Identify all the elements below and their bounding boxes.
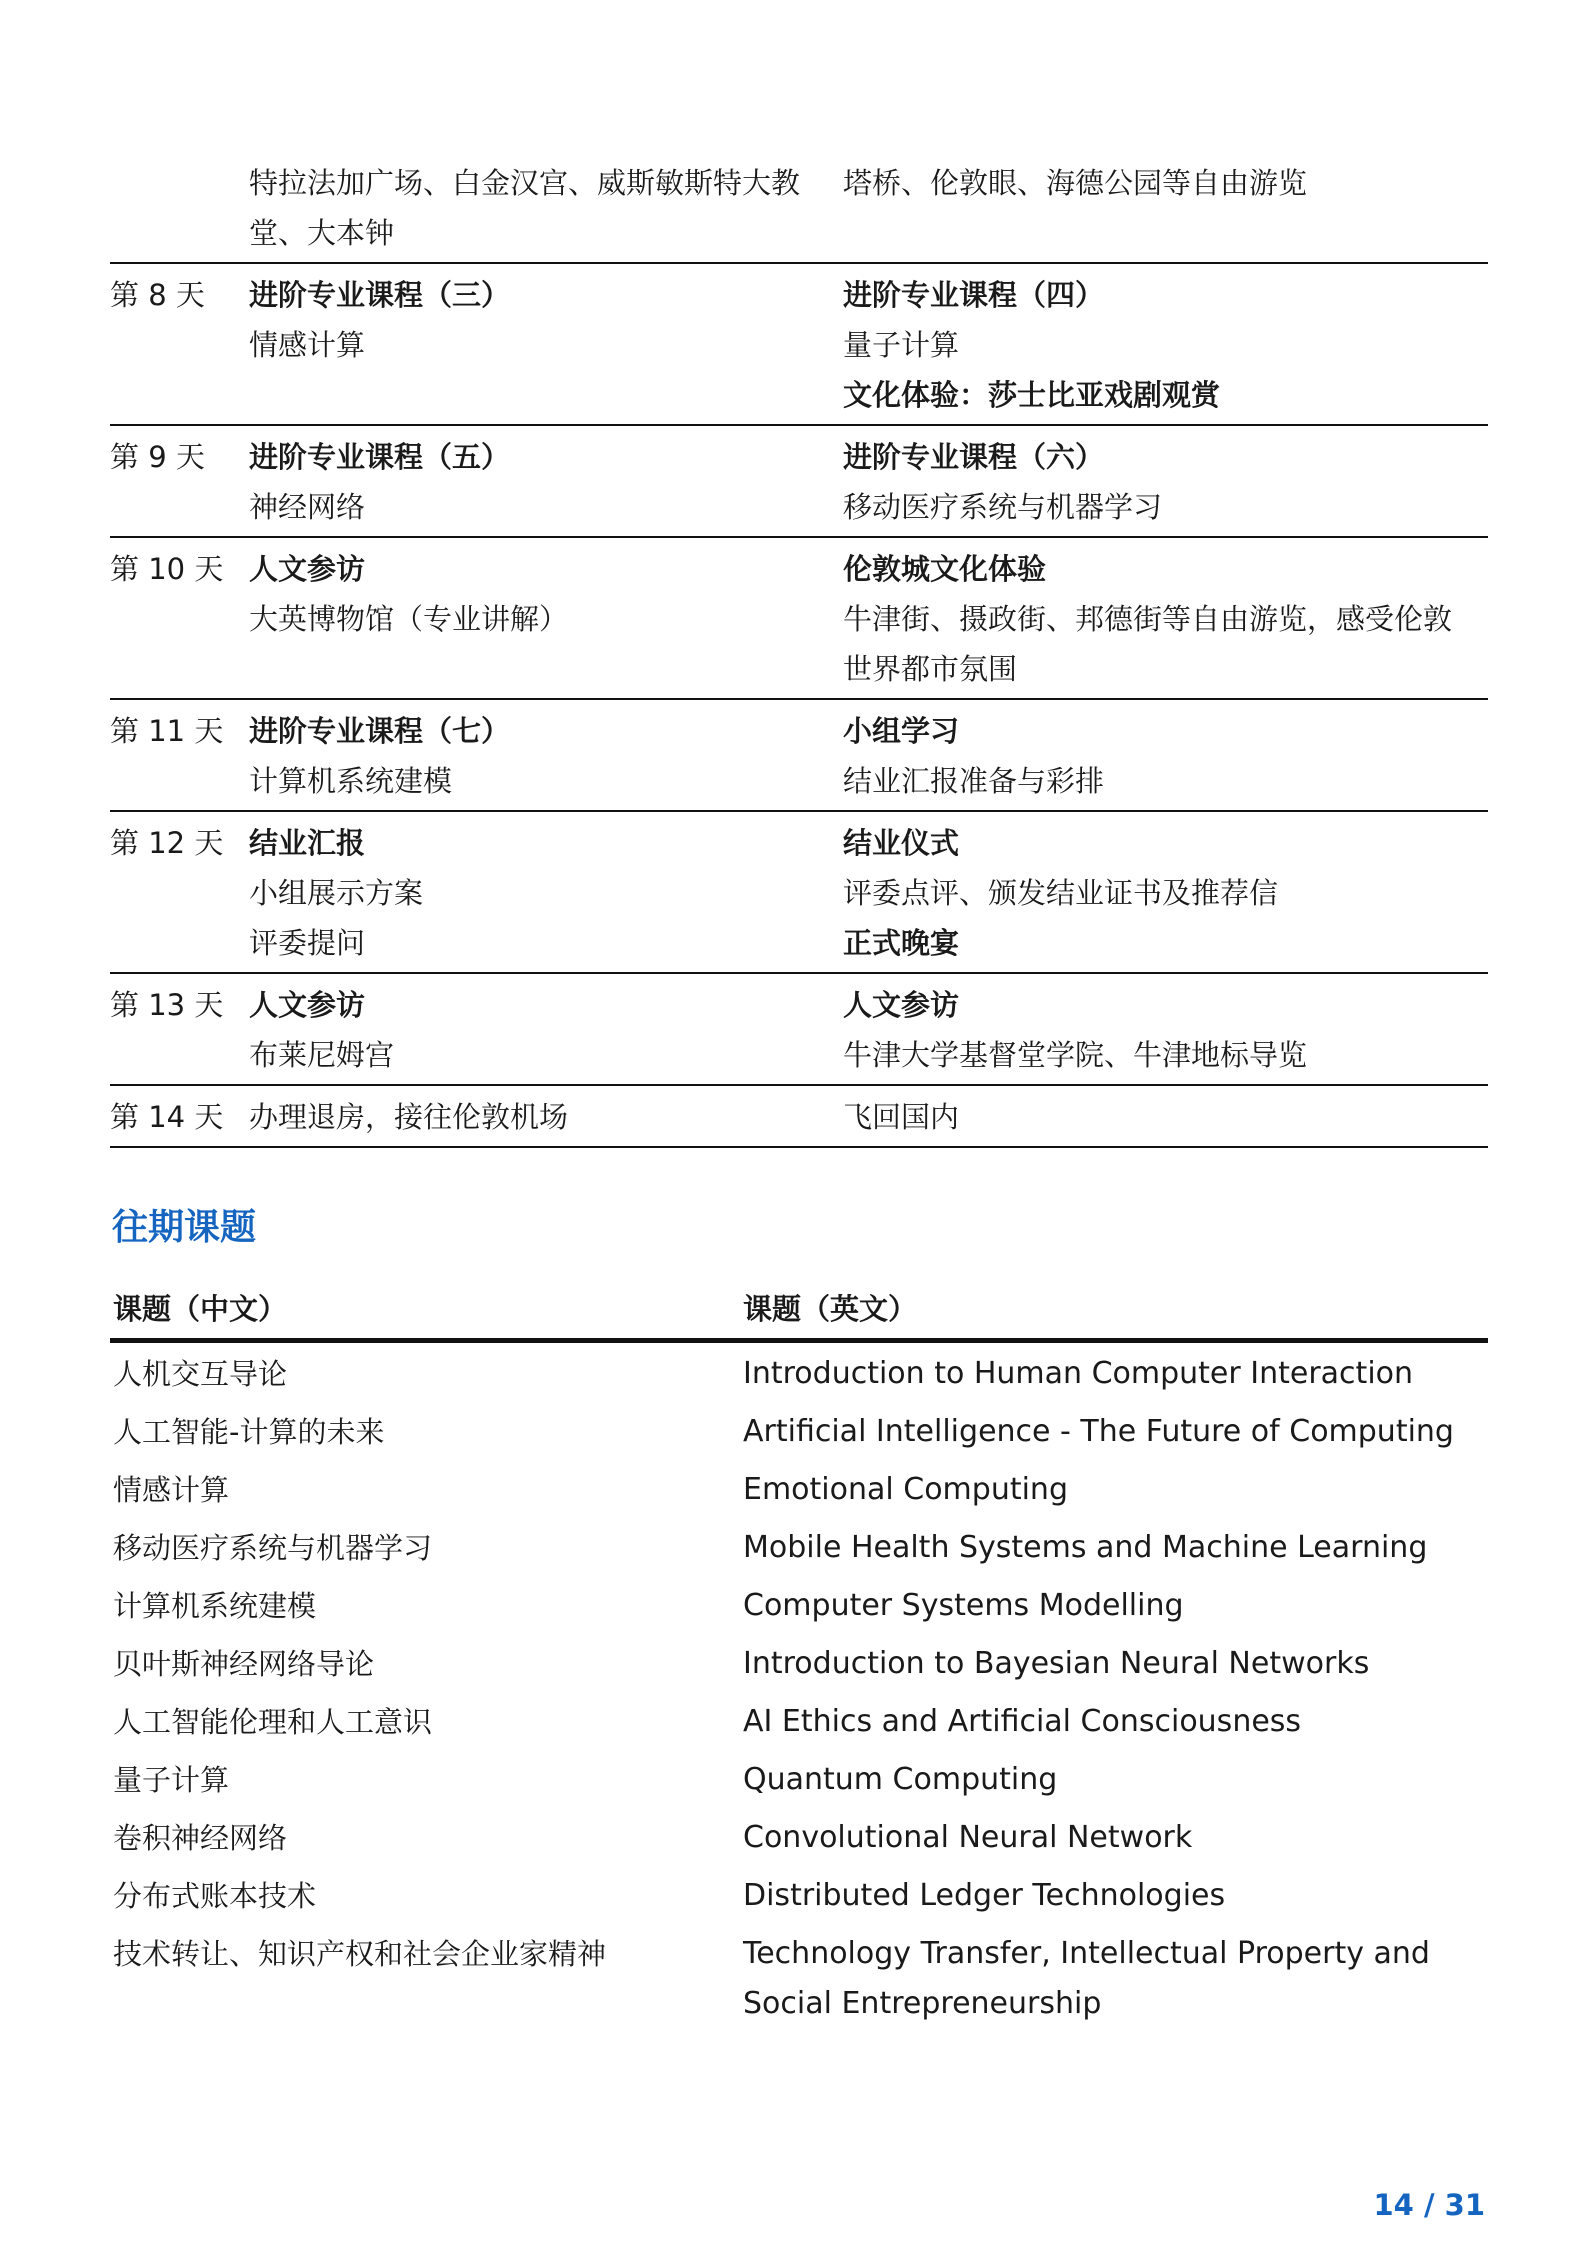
morning-title: 进阶专业课程（七）: [249, 714, 511, 748]
morning-title: 进阶专业课程（五）: [249, 440, 511, 474]
morning-title: 人文参访: [249, 988, 366, 1022]
table-row: [110, 1863, 1488, 1921]
schedule-row-day-11: [110, 700, 1488, 812]
topic-chinese: 卷积神经网络: [113, 1821, 288, 1855]
topic-english: Quantum Computing: [743, 1762, 1058, 1797]
table-row: [110, 1921, 1488, 2029]
topic-chinese: 人工智能-计算的未来: [113, 1415, 385, 1449]
schedule-row-continuation: [110, 158, 1488, 264]
topic-chinese: 移动医疗系统与机器学习: [113, 1531, 433, 1565]
morning-title: 进阶专业课程（三）: [249, 278, 511, 312]
topic-english: Convolutional Neural Network: [743, 1820, 1193, 1855]
header-english: 课题（英文）: [743, 1291, 918, 1326]
table-row: [110, 1747, 1488, 1805]
afternoon-extra: 正式晚宴: [843, 926, 960, 960]
schedule-row-day-9: [110, 426, 1488, 538]
day-label: 第 10 天: [110, 552, 224, 586]
afternoon-title: 进阶专业课程（六）: [843, 440, 1105, 474]
schedule-row-day-12: [110, 812, 1488, 974]
topic-chinese: 分布式账本技术: [113, 1879, 317, 1913]
topic-english: Introduction to Human Computer Interaction: [743, 1356, 1414, 1391]
topic-chinese: 人工智能伦理和人工意识: [113, 1705, 433, 1739]
day-label: 第 12 天: [110, 826, 224, 860]
morning-line: 神经网络: [249, 490, 366, 524]
topic-english: Artificial Intelligence - The Future of Computing: [743, 1414, 1454, 1449]
afternoon-line: 评委点评、颁发结业证书及推荐信: [843, 876, 1279, 910]
topic-chinese: 情感计算: [113, 1473, 230, 1507]
schedule-row-day-8: [110, 264, 1488, 426]
afternoon-title: 人文参访: [843, 988, 960, 1022]
afternoon-line: 牛津大学基督堂学院、牛津地标导览: [843, 1038, 1308, 1072]
day-label: 第 8 天: [110, 278, 205, 312]
table-row: [110, 1573, 1488, 1631]
afternoon-cell: [843, 158, 1488, 258]
topics-header-row: [110, 1276, 1488, 1343]
table-row: [110, 1805, 1488, 1863]
day-label: 第 9 天: [110, 440, 205, 474]
topic-english: Mobile Health Systems and Machine Learning: [743, 1530, 1428, 1565]
topic-english: Introduction to Bayesian Neural Networks: [743, 1646, 1370, 1681]
morning-line: 办理退房，接往伦敦机场: [249, 1100, 569, 1134]
morning-line: 特拉法加广场、白金汉宫、威斯敏斯特大教堂、大本钟: [249, 166, 801, 250]
table-row: [110, 1515, 1488, 1573]
morning-line: 情感计算: [249, 328, 366, 362]
topic-chinese: 计算机系统建模: [113, 1589, 317, 1623]
schedule-row-day-10: [110, 538, 1488, 700]
afternoon-title: 进阶专业课程（四）: [843, 278, 1105, 312]
afternoon-line: 飞回国内: [843, 1100, 960, 1134]
schedule-row-day-14: [110, 1086, 1488, 1148]
section-title-past-topics: 往期课题: [112, 1207, 257, 1248]
morning-cell: [249, 158, 843, 258]
morning-line: 评委提问: [249, 926, 366, 960]
morning-title: 结业汇报: [249, 826, 366, 860]
morning-line: 布莱尼姆宫: [249, 1038, 395, 1072]
morning-line: 计算机系统建模: [249, 764, 453, 798]
morning-line: 大英博物馆（专业讲解）: [249, 602, 569, 636]
schedule-row-day-13: [110, 974, 1488, 1086]
topic-english: Technology Transfer, Intellectual Property and: [743, 1936, 1430, 1971]
table-row: [110, 1457, 1488, 1515]
header-chinese: 课题（中文）: [113, 1291, 288, 1326]
topic-english: Emotional Computing: [743, 1472, 1068, 1507]
day-label: 第 11 天: [110, 714, 224, 748]
afternoon-title: 小组学习: [843, 714, 960, 748]
afternoon-line: 结业汇报准备与彩排: [843, 764, 1105, 798]
afternoon-title: 结业仪式: [843, 826, 960, 860]
table-row: [110, 1399, 1488, 1457]
morning-line: 小组展示方案: [249, 876, 424, 910]
table-row: [110, 1631, 1488, 1689]
afternoon-line: 塔桥、伦敦眼、海德公园等自由游览: [843, 166, 1308, 200]
page-number: 14 / 31: [1373, 2188, 1485, 2222]
day-cell: [110, 158, 249, 258]
topic-chinese: 人机交互导论: [113, 1357, 288, 1391]
topic-chinese: 贝叶斯神经网络导论: [113, 1647, 375, 1681]
topic-english: Distributed Ledger Technologies: [743, 1878, 1226, 1913]
morning-title: 人文参访: [249, 552, 366, 586]
schedule-table: [110, 158, 1488, 1148]
afternoon-title: 伦敦城文化体验: [843, 552, 1047, 586]
topic-chinese: 量子计算: [113, 1763, 230, 1797]
topics-table: [110, 1276, 1488, 2029]
afternoon-line: 移动医疗系统与机器学习: [843, 490, 1163, 524]
topic-english: Computer Systems Modelling: [743, 1588, 1184, 1623]
topic-english: AI Ethics and Artificial Consciousness: [743, 1704, 1302, 1739]
table-row: [110, 1689, 1488, 1747]
topic-english: Social Entrepreneurship: [743, 1986, 1102, 2021]
day-label: 第 13 天: [110, 988, 224, 1022]
afternoon-extra: 文化体验：莎士比亚戏剧观赏: [843, 378, 1221, 412]
afternoon-line: 量子计算: [843, 328, 960, 362]
topic-chinese: 技术转让、知识产权和社会企业家精神: [113, 1937, 607, 1971]
day-label: 第 14 天: [110, 1100, 224, 1134]
table-row: [110, 1343, 1488, 1399]
afternoon-line: 牛津街、摄政街、邦德街等自由游览，感受伦敦世界都市氛围: [843, 602, 1453, 686]
